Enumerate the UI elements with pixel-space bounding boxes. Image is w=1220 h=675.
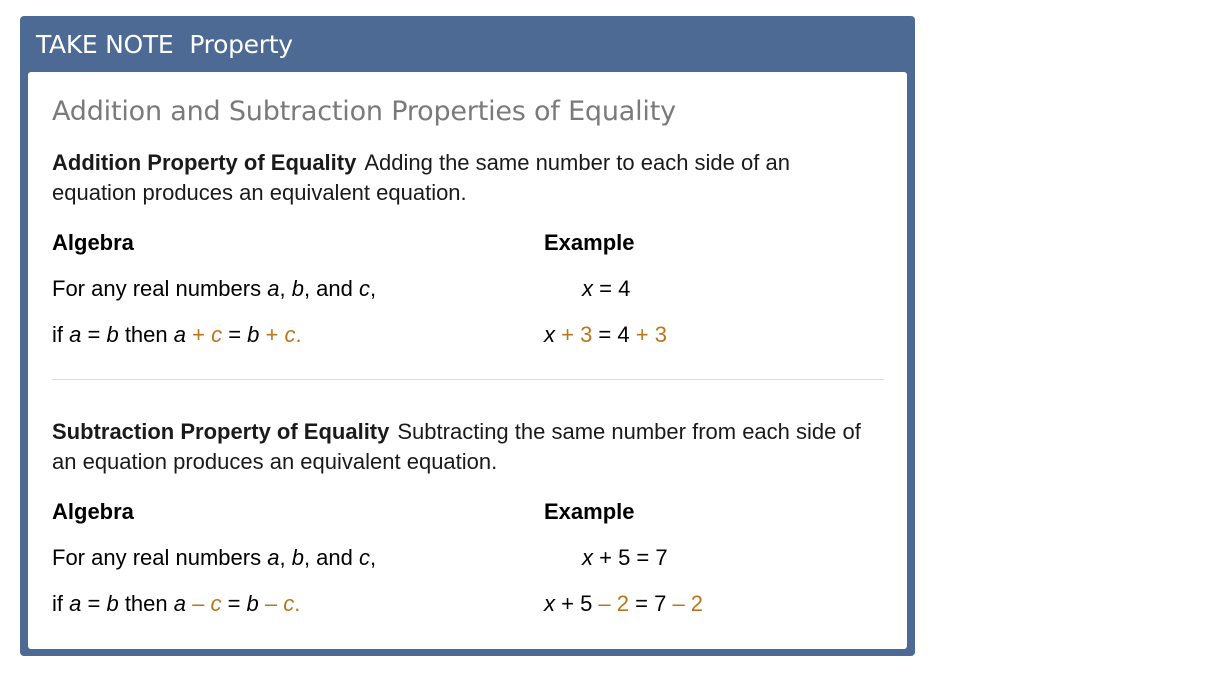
addition-example-heading: Example (544, 230, 635, 255)
text: if (52, 591, 70, 616)
subtraction-example-heading: Example (544, 499, 635, 524)
section-divider (52, 379, 884, 380)
addition-algebra-line-2 (52, 322, 302, 348)
subtraction-example-line-2 (544, 591, 703, 617)
var-a: a (69, 322, 82, 347)
text: + 5 = 7 (593, 545, 668, 570)
note-body (28, 72, 907, 649)
addition-algebra-line-1 (52, 276, 376, 302)
var-c: c (283, 591, 295, 616)
var-a: a (173, 322, 186, 347)
subtraction-example-line-1 (582, 545, 668, 571)
subtraction-algebra-line-2 (52, 591, 300, 617)
var-c: c (358, 276, 370, 301)
var-b: b (247, 322, 260, 347)
text: . (294, 591, 301, 616)
var-a: a (69, 591, 82, 616)
note-kind: Property (189, 29, 293, 59)
var-b: b (291, 276, 304, 301)
var-x: x (582, 276, 593, 301)
var-x: x (544, 322, 555, 347)
var-c: c (210, 591, 222, 616)
var-a: a (267, 276, 280, 301)
var-b: b (291, 545, 304, 570)
subtraction-property-description: Subtracting the same number from each side of an equation produces an equivalent equation. (52, 419, 861, 474)
operator: + 3 (555, 322, 593, 347)
text: if (52, 322, 70, 347)
operator: + 3 (629, 322, 667, 347)
var-c: c (211, 322, 223, 347)
text: = (81, 591, 107, 616)
var-a: a (173, 591, 186, 616)
subtraction-description-block (52, 417, 872, 477)
text: = 4 (592, 322, 630, 347)
note-tag: TAKE NOTE (36, 29, 174, 59)
subtraction-algebra-heading: Algebra (52, 499, 134, 524)
text: , and (303, 545, 359, 570)
operator: + (186, 322, 212, 347)
var-c: c (358, 545, 370, 570)
operator: – 2 (592, 591, 630, 616)
addition-example-line-1 (582, 276, 630, 302)
text: , (279, 276, 292, 301)
text: , (369, 276, 377, 301)
note-header (20, 16, 915, 72)
subtraction-algebra-line-1 (52, 545, 376, 571)
operator: + (259, 322, 285, 347)
var-b: b (246, 591, 259, 616)
text: = 7 (629, 591, 667, 616)
var-b: b (106, 322, 119, 347)
addition-algebra-heading: Algebra (52, 230, 134, 255)
addition-section (52, 148, 872, 208)
text: , (279, 545, 292, 570)
text: then (118, 591, 174, 616)
text: , (369, 545, 377, 570)
text: For any real numbers (52, 276, 268, 301)
text: = 4 (593, 276, 631, 301)
var-b: b (106, 591, 119, 616)
addition-description-block (52, 148, 872, 208)
text: + 5 (555, 591, 593, 616)
operator: – 2 (666, 591, 704, 616)
operator: – (186, 591, 211, 616)
var-c: c (284, 322, 296, 347)
text: . (295, 322, 302, 347)
take-note-box (20, 16, 915, 656)
text: , and (303, 276, 359, 301)
text: then (118, 322, 174, 347)
text: For any real numbers (52, 545, 268, 570)
addition-property-description: Adding the same number to each side of an equation produces an equivalent equation. (52, 150, 790, 205)
subtraction-property-name: Subtraction Property of Equality (52, 419, 390, 444)
addition-example-line-2 (544, 322, 667, 348)
var-a: a (267, 545, 280, 570)
text: = (81, 322, 107, 347)
text: = (221, 591, 247, 616)
addition-property-name: Addition Property of Equality (52, 150, 357, 175)
var-x: x (582, 545, 593, 570)
page-title: Addition and Subtraction Properties of Equality (52, 96, 676, 127)
subtraction-section (52, 417, 872, 477)
text: = (222, 322, 248, 347)
operator: – (258, 591, 284, 616)
var-x: x (544, 591, 555, 616)
